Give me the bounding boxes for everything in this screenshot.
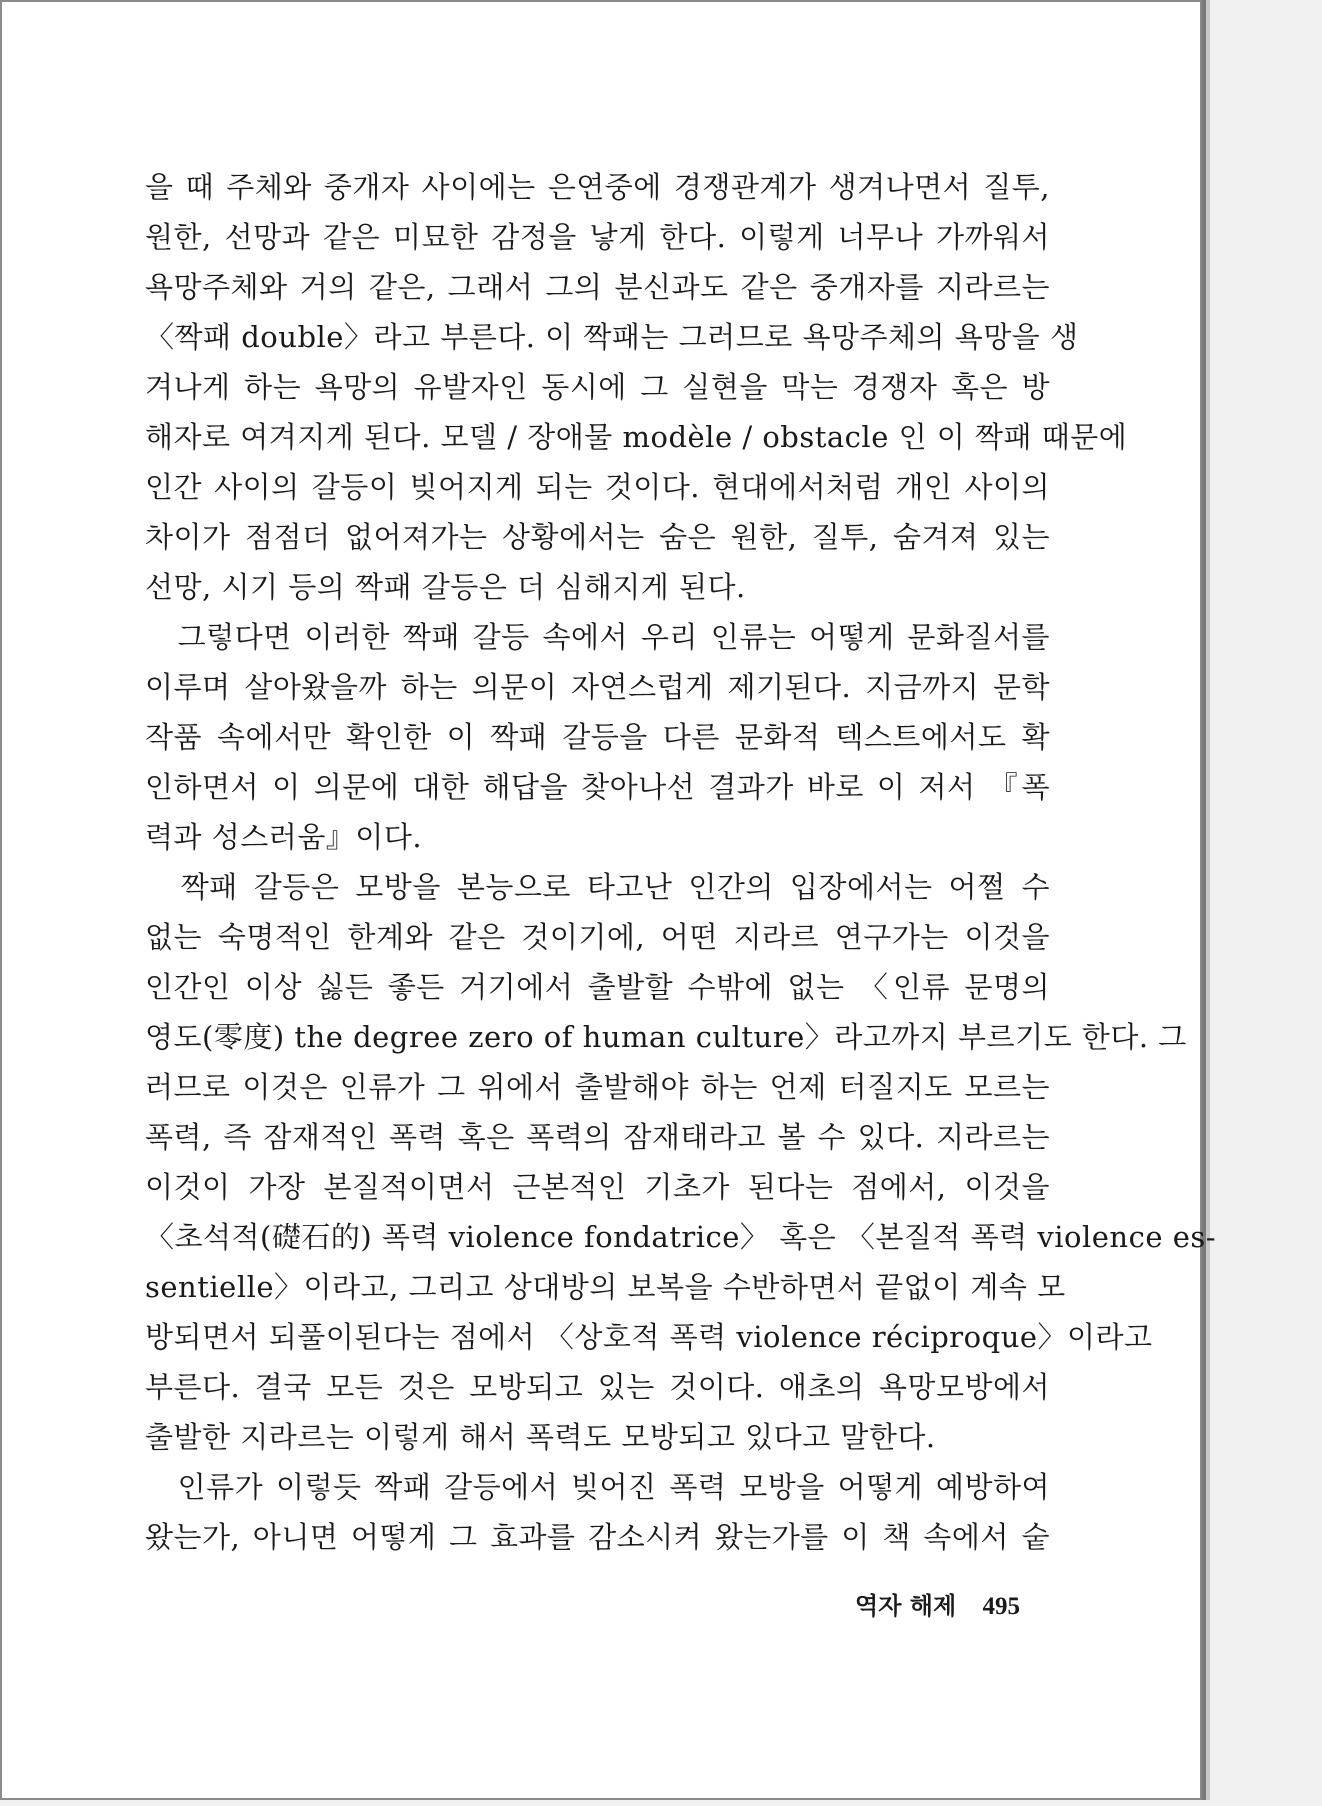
text-line: 폭력, 즉 잠재적인 폭력 혹은 폭력의 잠재태라고 볼 수 있다. 지라르는: [145, 1120, 1050, 1154]
text-line: 이루며 살아왔을까 하는 의문이 자연스럽게 제기된다. 지금까지 문학: [145, 670, 1050, 704]
text-line: sentielle〉이라고, 그리고 상대방의 보복을 수반하면서 끝없이 계속 모: [145, 1270, 1066, 1304]
text-line: 없는 숙명적인 한계와 같은 것이기에, 어떤 지라르 연구가는 이것을: [145, 920, 1050, 954]
text-line: 부른다. 결국 모든 것은 모방되고 있는 것이다. 애초의 욕망모방에서: [145, 1370, 1050, 1404]
text-line: 이것이 가장 본질적이면서 근본적인 기초가 된다는 점에서, 이것을: [145, 1170, 1050, 1204]
text-line: 원한, 선망과 같은 미묘한 감정을 낳게 한다. 이렇게 너무나 가까워서: [145, 220, 1050, 254]
text-line: 겨나게 하는 욕망의 유발자인 동시에 그 실현을 막는 경쟁자 혹은 방: [145, 370, 1050, 404]
text-line: 차이가 점점더 없어져가는 상황에서는 숨은 원한, 질투, 숨겨져 있는: [145, 520, 1050, 554]
text-line: 〈초석적(礎石的) 폭력 violence fondatrice〉 혹은 〈본질적 폭력 violence es-: [145, 1220, 1217, 1254]
body-text: [145, 162, 1217, 1562]
text-line: 출발한 지라르는 이렇게 해서 폭력도 모방되고 있다고 말한다.: [145, 1420, 936, 1454]
section-title: 역자 해제: [855, 1592, 957, 1620]
text-line: 인간인 이상 싫든 좋든 거기에서 출발할 수밖에 없는 〈인류 문명의: [145, 970, 1050, 1004]
text-line: 해자로 여겨지게 된다. 모델 / 장애물 modèle / obstacle 인 이 짝패 때문에: [145, 420, 1128, 454]
page-footer: [855, 1586, 1020, 1621]
text-line: 을 때 주체와 중개자 사이에는 은연중에 경쟁관계가 생겨나면서 질투,: [145, 170, 1050, 204]
text-line: 인류가 이렇듯 짝패 갈등에서 빚어진 폭력 모방을 어떻게 예방하여: [145, 1470, 1050, 1504]
text-line: 인간 사이의 갈등이 빚어지게 되는 것이다. 현대에서처럼 개인 사이의: [145, 470, 1050, 504]
text-line: 인하면서 이 의문에 대한 해답을 찾아나선 결과가 바로 이 저서 『폭: [145, 770, 1050, 804]
text-line: 러므로 이것은 인류가 그 위에서 출발해야 하는 언제 터질지도 모르는: [145, 1070, 1050, 1104]
text-line: 짝패 갈등은 모방을 본능으로 타고난 인간의 입장에서는 어쩔 수: [145, 870, 1050, 904]
text-line: 작품 속에서만 확인한 이 짝패 갈등을 다른 문화적 텍스트에서도 확: [145, 720, 1050, 754]
text-line: 왔는가, 아니면 어떻게 그 효과를 감소시켜 왔는가를 이 책 속에서 숱: [145, 1520, 1050, 1554]
page-number: 495: [982, 1593, 1020, 1620]
text-line: 영도(零度) the degree zero of human culture〉라고까지 부르기도 한다. 그: [145, 1020, 1187, 1054]
text-line: 욕망주체와 거의 같은, 그래서 그의 분신과도 같은 중개자를 지라르는: [145, 270, 1050, 304]
text-line: 력과 성스러움』이다.: [145, 820, 423, 854]
text-line: 방되면서 되풀이된다는 점에서 〈상호적 폭력 violence réciproque〉이라고: [145, 1320, 1153, 1354]
text-line: 그렇다면 이러한 짝패 갈등 속에서 우리 인류는 어떻게 문화질서를: [145, 620, 1050, 654]
text-line: 〈짝패 double〉라고 부른다. 이 짝패는 그러므로 욕망주체의 욕망을 생: [145, 320, 1079, 354]
text-line: 선망, 시기 등의 짝패 갈등은 더 심해지게 된다.: [145, 570, 746, 604]
